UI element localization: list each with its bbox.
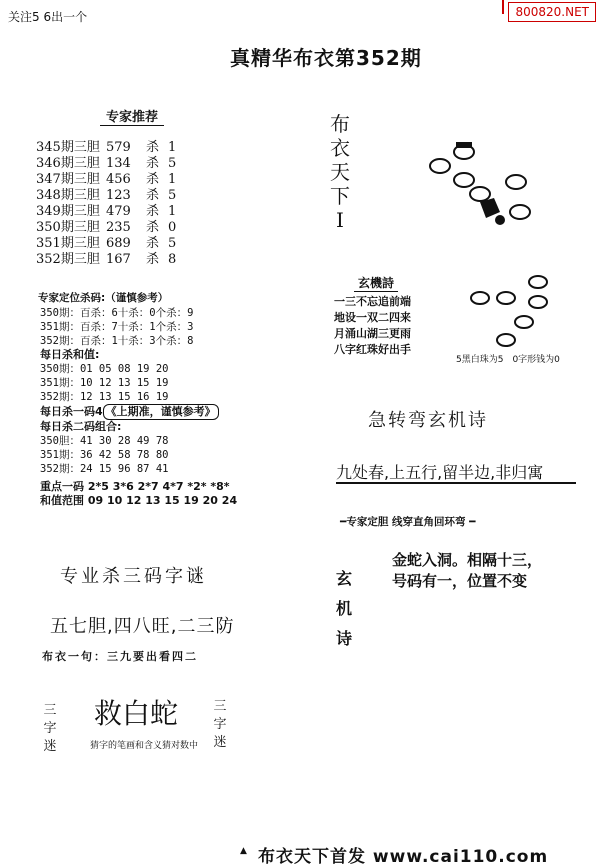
riddle-puzzle: 救白蛇 [94,697,179,730]
expert-row: 345期三胆 579 杀 1 [36,140,177,155]
footer-icon: ▲ [240,846,247,856]
bead-note: 5黑白珠为5 0字形钱为0 [456,355,560,365]
xuanji-title: 玄機詩 [354,274,398,292]
riddle-label-right: 三字迷 [213,699,227,750]
list-item: 月涌山湖三更雨 [334,327,411,340]
xuanji-vertical-label: 玄机诗 [335,569,352,648]
caution-pill: 《上期准，谨慎参考》 [103,404,219,420]
daily-kill-block [40,348,168,404]
divider [336,482,576,484]
riddle-title: 专业杀三码字谜 [60,566,207,587]
expert-title: 专家推荐 [100,106,164,126]
list-item: 地设一双二四来 [334,311,411,324]
list-item: 一三不忘追前端 [334,295,411,308]
expert-row: 350期三胆 235 杀 0 [36,220,177,235]
expert-pick-line: ━专家定胆 线穿直角回环弯 ━ [340,516,476,528]
list-item: 八字红珠好出手 [334,343,411,356]
xuanji-poem-body [392,550,542,592]
expert-row: 348期三胆 123 杀 5 [36,188,177,203]
riddle-poem-title: 急转弯玄机诗 [368,410,488,431]
zodiac-line: 五七胆,四八旺,二三防 [50,616,235,637]
footer-banner[interactable]: 布衣天下首发 www.cai110.com [258,847,549,867]
position-kill-rows [40,306,193,348]
expert-row: 349期三胆 479 杀 1 [36,204,177,219]
riddle-label-left: 三字迷 [43,703,57,754]
list-item: 号码有一，位置不变 [392,572,528,590]
expert-row: 347期三胆 456 杀 1 [36,172,177,187]
expert-row: 351期三胆 689 杀 5 [36,236,177,251]
bead-illustration-icon [420,136,560,246]
bead-pattern-icon [466,270,576,350]
daily-one-block [40,404,237,508]
expert-rows [36,140,176,268]
list-item: 352期：百杀：1十杀：3个杀：8 [40,335,194,347]
list-item: 351期：36 42 58 78 80 [40,449,169,461]
site-badge[interactable]: 800820.NET [508,2,596,22]
list-item: 350胆：41 30 28 49 78 [40,435,169,447]
list-item: 352期：24 15 96 87 41 [40,463,169,475]
list-item: 351期：10 12 13 15 19 [40,377,169,389]
buyi-line: 布衣一句：三九要出看四二 [42,650,198,663]
xuanji-poem [334,294,411,358]
list-item: 352期：12 13 15 16 19 [40,391,169,403]
expert-row: 346期三胆 134 杀 5 [36,156,177,171]
sum-range-line: 和值范围 09 10 12 13 15 19 20 24 [40,494,238,507]
list-item: 350期：01 05 08 19 20 [40,363,169,375]
badge-tick [502,0,504,14]
buyi-vertical-title: 布衣天下I [330,112,350,232]
list-item: 金蛇入洞。相隔十三， [392,551,543,569]
riddle-hint: 猜字的笔画和含义猜对数中 [90,741,199,751]
top-note: 关注5 6出一个 [8,10,88,24]
list-item: 350期：百杀：6十杀：0个杀：9 [40,307,194,319]
key-number-line: 重点一码 2*5 3*6 2*7 4*7 *2* *8* [40,480,230,493]
position-kill-title: 专家定位杀码:（谨慎参考） [38,292,169,304]
page-title: 真精华布衣第352期 [230,46,422,70]
daily-one-title: 每日杀一码4 《上期准，谨慎参考》 [40,404,237,420]
riddle-poem-line: 九处春,上五行,留半边,非归寓 [336,463,544,482]
expert-row: 352期三胆 167 杀 8 [36,252,177,267]
list-item: 351期：百杀：7十杀：1个杀：3 [40,321,194,333]
daily-kill-title: 每日杀和值: [40,348,100,361]
daily-two-title: 每日杀二码组合: [40,420,122,433]
